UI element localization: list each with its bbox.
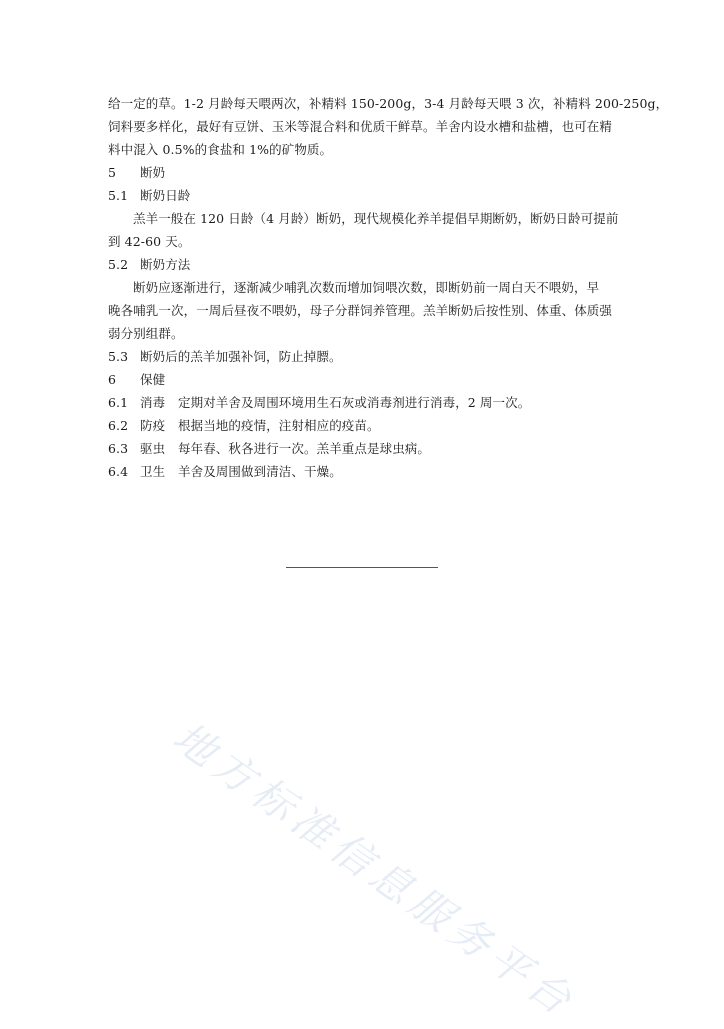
item-term: 驱虫 bbox=[140, 441, 166, 456]
section-title: 断奶日龄 bbox=[140, 188, 191, 203]
item-term: 卫生 bbox=[140, 464, 166, 479]
intro-paragraph bbox=[108, 92, 669, 161]
section-title: 保健 bbox=[140, 372, 166, 387]
section-5-3-item bbox=[108, 345, 620, 368]
section-title: 断奶 bbox=[140, 165, 166, 180]
item-text: 每年春、秋各进行一次。羔羊重点是球虫病。 bbox=[178, 441, 431, 456]
section-number: 5.3 bbox=[108, 349, 129, 364]
item-text: 根据当地的疫情，注射相应的疫苗。 bbox=[178, 418, 380, 433]
section-text: 断奶后的羔羊加强补饲，防止掉膘。 bbox=[140, 349, 342, 364]
item-term: 消毒 bbox=[140, 395, 166, 410]
section-6-heading bbox=[108, 368, 620, 391]
section-5-2-paragraph bbox=[108, 276, 620, 345]
section-6-4-item bbox=[108, 460, 620, 483]
section-6-3-item bbox=[108, 437, 620, 460]
document-body bbox=[108, 92, 669, 483]
paragraph-line: 断奶应逐渐进行，逐渐减少哺乳次数而增加饲喂次数，即断奶前一周白天不喂奶，早 bbox=[133, 280, 600, 295]
section-number: 6.1 bbox=[108, 395, 129, 410]
intro-line-2: 饲料要多样化，最好有豆饼、玉米等混合料和优质干鲜草。羊舍内设水槽和盐槽，也可在精 bbox=[108, 119, 613, 134]
section-5-1-heading bbox=[108, 184, 620, 207]
paragraph-line: 弱分别组群。 bbox=[108, 326, 184, 341]
section-5-1-paragraph bbox=[108, 207, 620, 253]
section-number: 5.1 bbox=[108, 188, 129, 203]
paragraph-line: 晚各哺乳一次，一周后昼夜不喂奶，母子分群饲养管理。羔羊断奶后按性别、体重、体质强 bbox=[108, 303, 613, 318]
section-number: 6.2 bbox=[108, 418, 129, 433]
section-title: 断奶方法 bbox=[140, 257, 191, 272]
item-term: 防疫 bbox=[140, 418, 166, 433]
item-text: 羊舍及周围做到清洁、干燥。 bbox=[178, 464, 342, 479]
section-5-heading bbox=[108, 161, 620, 184]
section-number: 5.2 bbox=[108, 257, 129, 272]
end-divider-line bbox=[286, 567, 438, 568]
paragraph-line: 羔羊一般在 120 日龄（4 月龄）断奶，现代规模化养羊提倡早期断奶，断奶日龄可提前 bbox=[133, 211, 619, 226]
section-6-2-item bbox=[108, 414, 620, 437]
paragraph-line: 到 42-60 天。 bbox=[108, 234, 191, 249]
intro-line-3: 料中混入 0.5%的食盐和 1%的矿物质。 bbox=[108, 142, 333, 157]
section-number: 6 bbox=[108, 372, 117, 387]
watermark-text: 地方标准信息服务平台 bbox=[164, 712, 585, 1028]
section-6-1-item bbox=[108, 391, 620, 414]
intro-line-1: 给一定的草。1-2 月龄每天喂两次，补精料 150-200g，3-4 月龄每天喂 3 次，补精料 200-250g， bbox=[108, 96, 669, 111]
section-5-2-heading bbox=[108, 253, 620, 276]
section-number: 6.4 bbox=[108, 464, 129, 479]
item-text: 定期对羊舍及周围环境用生石灰或消毒剂进行消毒，2 周一次。 bbox=[178, 395, 531, 410]
section-number: 6.3 bbox=[108, 441, 129, 456]
section-number: 5 bbox=[108, 165, 117, 180]
